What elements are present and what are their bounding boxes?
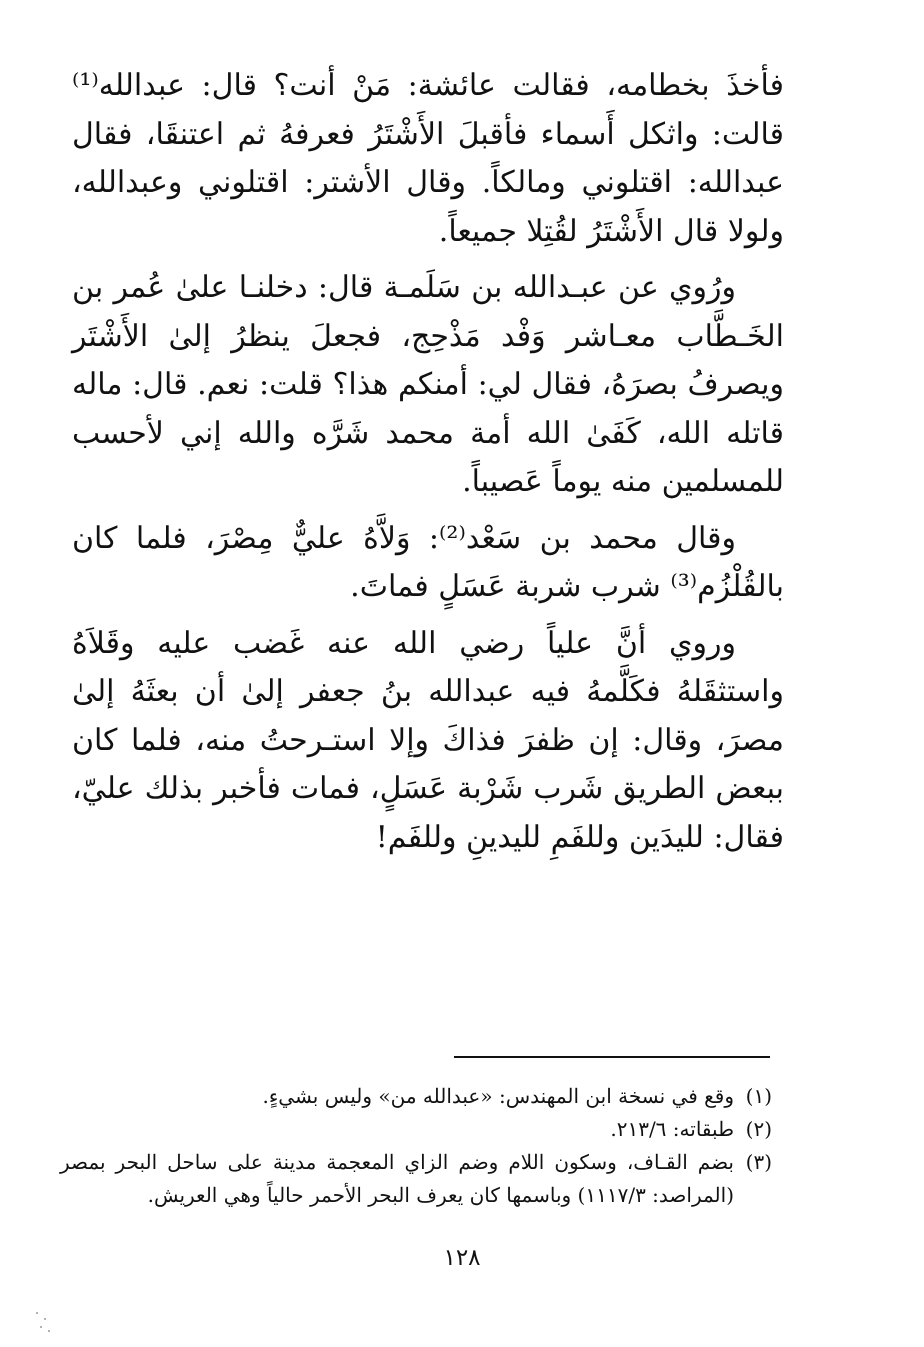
footnotes [60,1080,772,1212]
scan-speck [40,1326,42,1328]
paragraph-4: وروي أنَّ علياً رضي الله عنه غَضب عليه وقَلاَهُ واستثقَلهُ فكَلَّمهُ فيه عبدالله بنُ جعفر إلىٰ أن بعثَهُ إلىٰ مصرَ، وقال: إن ظفرَ فذاكَ وإلا استـرحتُ منه، فلما كان ببعض الطريق شَرب شَرْبة عَسَلٍ، فمات فأخبر بذلك عليّ، فقال: لليدَين وللفَمِ لليدينِ وللفَم! [72,625,784,855]
paragraph-1: فأخذَ بخطامه، فقالت عائشة: مَنْ أنت؟ قال: عبدالله⁽¹⁾ قالت: واثكل أَسماء فأقبلَ الأَشْتَرُ فعرفهُ ثم اعتنقَا، فقال عبدالله: اقتلوني ومالكاً. وقال الأشتر: اقتلوني وعبدالله، ولولا قال الأَشْتَرُ لقُتِلا جميعاً. [72,68,784,249]
scan-speck [48,1330,50,1332]
scan-speck [44,1318,46,1320]
paragraph-3: وقال محمد بن سَعْد⁽²⁾: وَلاَّهُ عليٌّ مِصْرَ، فلما كان بالقُلْزُم⁽³⁾ شرب شربة عَسَلٍ فماتَ. [72,520,784,604]
footnote-text: وقع في نسخة ابن المهندس: «عبدالله من» وليس بشيءٍ. [262,1084,734,1108]
footnote-3 [60,1146,772,1212]
footnote-text: طبقاته: ٢١٣/٦. [610,1117,734,1141]
scan-speck [36,1312,38,1314]
footnote-1 [60,1080,772,1113]
footnote-divider [454,1056,770,1058]
main-text [72,62,784,870]
page-number: ١٢٨ [443,1245,481,1271]
footnote-number: (١) [745,1084,772,1108]
footnote-number: (٢) [745,1117,772,1141]
footnote-2 [60,1113,772,1146]
footnote-number: (٣) [745,1150,772,1174]
paragraph-2: ورُوي عن عبـدالله بن سَلَمـة قال: دخلنـا علىٰ عُمر بن الخَـطَّاب معـاشر وَفْد مَذْحِج، فجعلَ ينظرُ إلىٰ الأَشْتَر ويصرفُ بصرَهُ، فقال لي: أمنكم هذا؟ قلت: نعم. قال: ماله قاتله الله، كَفَىٰ الله أمة محمد شَرَّه والله إني لأحسب للمسلمين منه يوماً عَصيباً. [72,270,784,499]
footnote-text: بضم القـاف، وسكون اللام وضم الزاي المعجمة مدينة على ساحل البحر بمصر (المراصد: ١١١٧/٣) وباسمها كان يعرف البحر الأحمر حالياً وهي العريش. [60,1150,735,1207]
